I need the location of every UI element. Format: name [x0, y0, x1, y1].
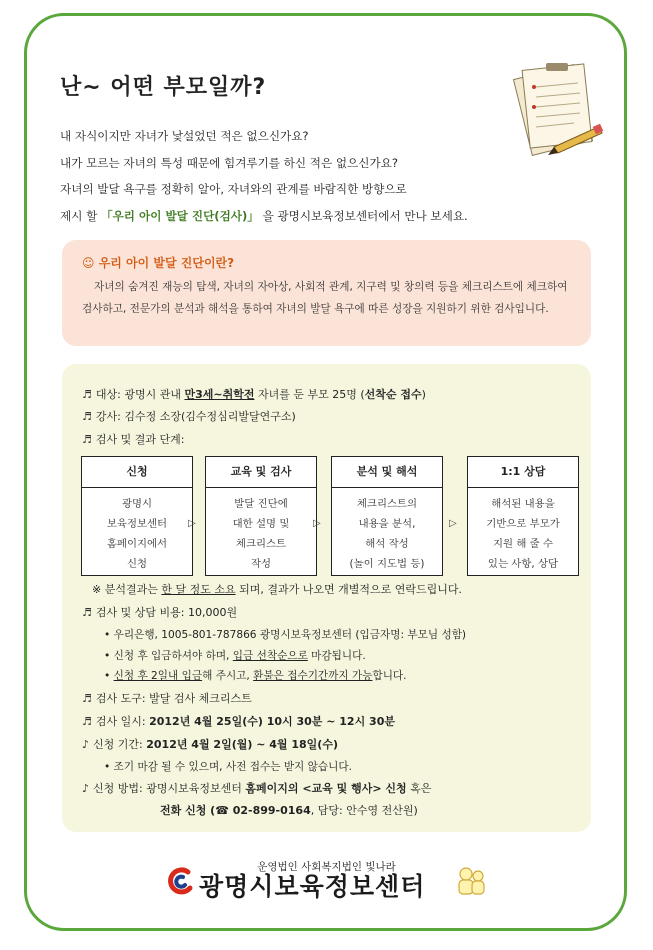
- result-duration: 한 달 정도 소요: [161, 583, 236, 596]
- step-title: 신청: [82, 457, 192, 488]
- target-text: 자녀를 둔 부모 25명 (: [254, 388, 365, 401]
- music-note-icon: ♬: [82, 606, 92, 619]
- method-text: 신청 방법: 광명시보육정보센터: [93, 782, 246, 795]
- step-line: 해석 작성: [365, 538, 409, 550]
- step-arrow-icon: ▷: [449, 518, 457, 529]
- music-note-icon: ♬: [82, 410, 92, 423]
- apply-period-line: [82, 736, 338, 752]
- instructor-text: 강사: 김수정 소장(김수정심리발달연구소): [95, 410, 296, 423]
- phone-number: 전화 신청 (☎ 02-899-0164: [160, 804, 311, 817]
- method-text: 혹은: [406, 782, 432, 795]
- music-note-icon: ♬: [82, 433, 92, 446]
- apply-period-value: 2012년 4월 2일(월) ~ 4월 18일(수): [146, 738, 338, 751]
- about-body: 자녀의 숨겨진 재능의 탐색, 자녀의 자아상, 사회적 관계, 지구력 및 창의력 등을 체크리스트에 체크하여 검사하고, 전문가의 분석과 해석을 통하여 자녀의 발달 욕구에 따른 성장을 지원하기 위한 검사입니다.: [82, 281, 568, 315]
- page-title: 난~ 어떤 부모일까?: [60, 75, 267, 100]
- step-line: 지원 해 줄 수: [492, 538, 554, 550]
- step-line: 체크리스트의: [356, 498, 418, 510]
- target-line: [82, 386, 426, 402]
- deposit-text: • 신청 후 입금하셔야 하며,: [104, 650, 233, 662]
- deposit-text: 마감됩니다.: [307, 650, 366, 662]
- music-note-icon: ♬: [82, 388, 92, 401]
- date-label: 검사 일시:: [95, 715, 150, 728]
- step-line: 신청: [126, 558, 148, 570]
- deposit-deadline: 신청 후 2일내 입금: [113, 670, 203, 682]
- operator-label: 운영법인 사회복지법인 빛나라: [257, 861, 396, 873]
- tool-line: [82, 690, 252, 706]
- step-line: 체크리스트: [235, 538, 287, 550]
- step-body: [332, 488, 442, 574]
- note-icon: ♪: [82, 738, 90, 751]
- intro-line: 내 자식이지만 자녀가 낯설었던 적은 없으신가요?: [60, 129, 309, 143]
- step-title: 1:1 상담: [468, 457, 578, 488]
- result-note: [92, 581, 462, 597]
- about-box: [62, 240, 591, 346]
- intro-text-segment: 을 광명시보육정보센터에서 만나 보세요.: [262, 208, 468, 223]
- swirl-logo-icon: [166, 866, 196, 896]
- step-line: 있는 사항, 상담: [487, 558, 559, 570]
- instructor-line: [82, 408, 296, 424]
- step-arrow-icon: ▷: [188, 518, 196, 529]
- step-body: [82, 488, 192, 574]
- about-heading: ☺ 우리 아이 발달 진단이란?: [82, 256, 235, 270]
- early-close-line: • 조기 마감 될 수 있으며, 사전 접수는 받지 않습니다.: [104, 761, 352, 773]
- step-education: [205, 456, 317, 576]
- step-line: (놀이 지도법 등): [349, 558, 425, 570]
- refund-text: 합니다.: [372, 670, 407, 682]
- method-homepage: 홈페이지의 <교육 및 행사> 신청: [245, 782, 407, 795]
- steps-label: 검사 및 결과 단계:: [95, 433, 185, 446]
- intro-line: 자녀의 발달 욕구를 정확히 알아, 자녀와의 관계를 바람직한 방향으로: [60, 182, 407, 196]
- apply-period-label: 신청 기간:: [93, 738, 147, 751]
- bank-account-line: • 우리은행, 1005-801-787866 광명시보육정보센터 (입금자명: 부모님 성함): [104, 629, 467, 641]
- refund-line: • 신청 후 2일내 입금해 주시고, 환불은 접수기간까지 가능합니다.: [104, 670, 407, 682]
- step-analysis: [331, 456, 443, 576]
- intro-line: 내가 모르는 자녀의 특성 때문에 힘겨루기를 하신 적은 없으신가요?: [60, 155, 399, 170]
- step-line: 발달 진단에: [234, 498, 288, 510]
- step-consult: [467, 456, 579, 576]
- deposit-line: [104, 648, 366, 663]
- fee-text: 검사 및 상담 비용: 10,000원: [95, 606, 238, 619]
- step-line: 내용을 분석,: [358, 518, 416, 530]
- intro-text-segment: 제시 할: [60, 208, 101, 223]
- method-line: [82, 780, 431, 796]
- step-apply: [81, 456, 193, 576]
- step-line: 기반으로 부모가: [486, 518, 560, 530]
- intro-line: [60, 203, 550, 230]
- family-mascot-icon: [455, 866, 489, 896]
- phone-contact: , 담당: 안수영 전산원): [310, 804, 418, 817]
- music-note-icon: ♬: [82, 692, 92, 705]
- music-note-icon: ♬: [82, 715, 92, 728]
- intro-text: [60, 123, 550, 229]
- phone-line: [160, 802, 418, 818]
- step-line: 작성: [250, 558, 272, 570]
- target-age: 만3세~취학전: [184, 388, 255, 401]
- step-body: [206, 488, 316, 574]
- step-line: 홈페이지에서: [106, 538, 168, 550]
- step-title: 분석 및 해석: [332, 457, 442, 488]
- deposit-order: 입금 선착순으로: [232, 650, 308, 662]
- tool-text: 검사 도구: 발달 검사 체크리스트: [95, 692, 252, 705]
- step-title: 교육 및 검사: [206, 457, 316, 488]
- step-line: 해석된 내용을: [491, 498, 555, 510]
- fee-line: [82, 604, 237, 620]
- date-line: [82, 713, 395, 729]
- refund-text: 해 주시고,: [202, 670, 254, 682]
- center-name: 광명시보육정보센터: [199, 872, 426, 901]
- refund-policy: 환불은 접수기간까지 가능: [253, 670, 373, 682]
- step-line: 대한 설명 및: [232, 518, 290, 530]
- date-value: 2012년 4월 25일(수) 10시 30분 ~ 12시 30분: [149, 715, 395, 728]
- result-note-text: 되며, 결과가 나오면 개별적으로 연락드립니다.: [235, 583, 462, 596]
- steps-label-line: [82, 431, 184, 447]
- step-line: 보육정보센터: [106, 518, 168, 530]
- target-text: ): [421, 388, 426, 401]
- first-come-badge: 선착순 접수: [364, 388, 422, 401]
- step-body: [468, 488, 578, 574]
- target-text: 대상: 광명시 관내: [95, 388, 185, 401]
- step-arrow-icon: ▷: [313, 518, 321, 529]
- step-line: 광명시: [121, 498, 153, 510]
- result-note-text: ※ 분석결과는: [92, 583, 162, 596]
- note-icon: ♪: [82, 782, 90, 795]
- program-name-highlight: 「우리 아이 발달 진단(검사)」: [100, 208, 259, 223]
